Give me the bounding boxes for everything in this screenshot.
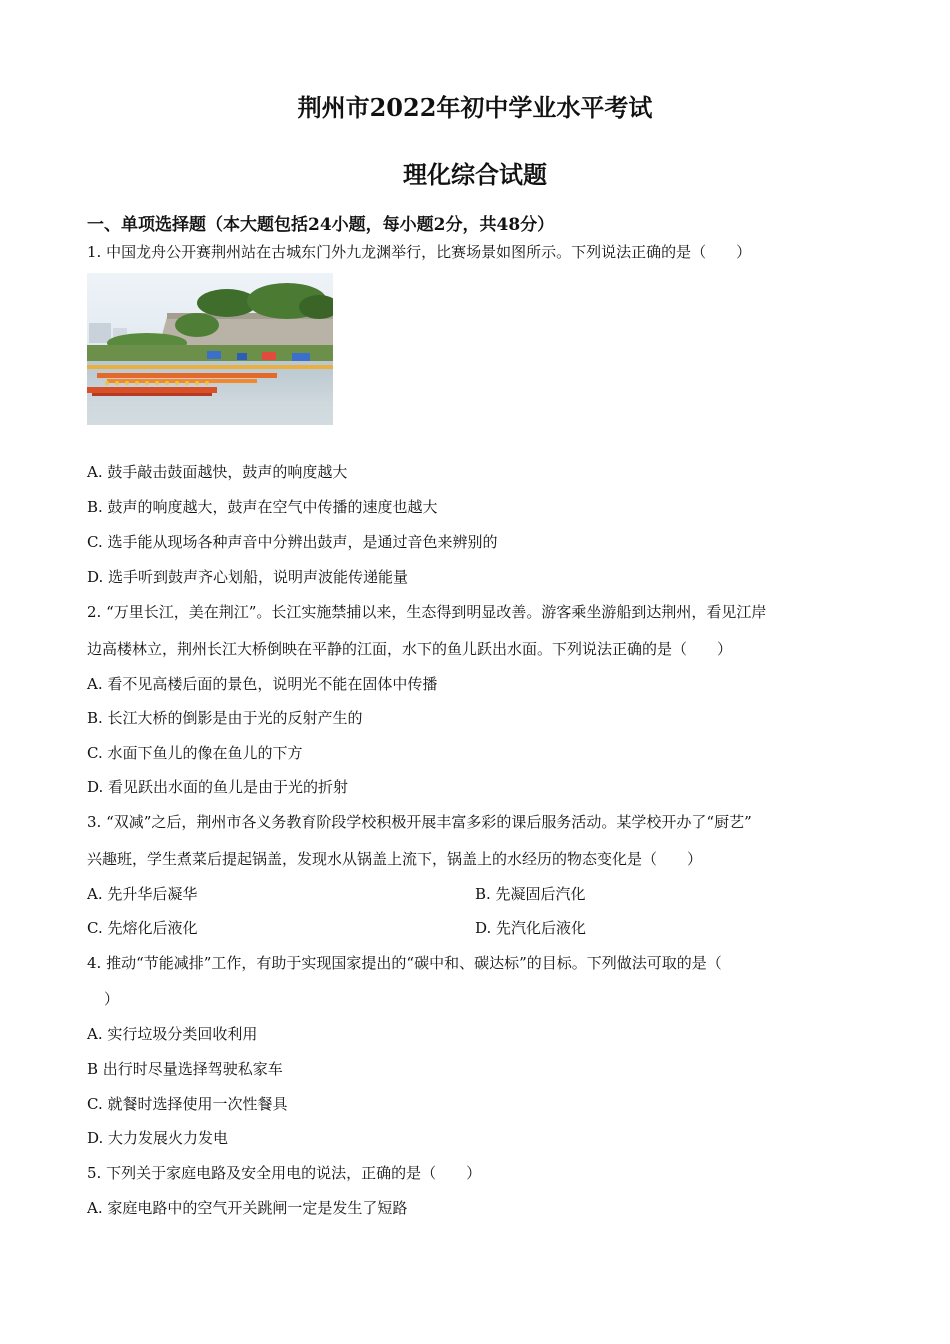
question-5-option-a: A. 家庭电路中的空气开关跳闸一定是发生了短路 <box>87 1199 408 1217</box>
question-3-stem-line-1: 3. “双减”之后，荆州市各义务教育阶段学校积极开展丰富多彩的课后服务活动。某学校开办了“厨艺” <box>87 813 752 831</box>
question-2-stem-line-1: 2. “万里长江，美在荆江”。长江实施禁捕以来，生态得到明显改善。游客乘坐游船到达荆州，看见江岸 <box>87 603 767 621</box>
question-3-stem-line-2: 兴趣班，学生煮菜后提起锅盖，发现水从锅盖上流下，锅盖上的水经历的物态变化是（ ） <box>87 850 703 868</box>
question-2-option-a: A. 看不见高楼后面的景色，说明光不能在固体中传播 <box>87 675 438 693</box>
question-1-option-b: B. 鼓声的响度越大，鼓声在空气中传播的速度也越大 <box>87 498 438 516</box>
question-1-option-c: C. 选手能从现场各种声音中分辨出鼓声，是通过音色来辨别的 <box>87 533 498 551</box>
question-4-option-a: A. 实行垃圾分类回收利用 <box>87 1025 258 1043</box>
dragon-boat-race-photo <box>87 273 333 425</box>
question-2-option-d: D. 看见跃出水面的鱼儿是由于光的折射 <box>87 778 349 796</box>
dragon-boat-race-image <box>87 273 333 425</box>
question-5-stem: 5. 下列关于家庭电路及安全用电的说法，正确的是（ ） <box>87 1164 482 1182</box>
question-4-option-d: D. 大力发展火力发电 <box>87 1129 229 1147</box>
question-1-option-a: A. 鼓手敲击鼓面越快，鼓声的响度越大 <box>87 463 348 481</box>
question-2-option-b: B. 长江大桥的倒影是由于光的反射产生的 <box>87 709 363 727</box>
exam-subtitle: 理化综合试题 <box>403 160 547 189</box>
question-3-option-b: B. 先凝固后汽化 <box>475 885 586 903</box>
question-4-option-b: B 出行时尽量选择驾驶私家车 <box>87 1060 283 1078</box>
question-4-stem-line-2: ） <box>104 990 120 1008</box>
exam-title: 荆州市2022年初中学业水平考试 <box>297 93 653 122</box>
question-4-option-c: C. 就餐时选择使用一次性餐具 <box>87 1095 288 1113</box>
question-1-option-d: D. 选手听到鼓声齐心划船，说明声波能传递能量 <box>87 568 409 586</box>
question-3-option-d: D. 先汽化后液化 <box>475 919 587 937</box>
question-3-option-a: A. 先升华后凝华 <box>87 885 198 903</box>
section-heading: 一、单项选择题（本大题包括24小题，每小题2分，共48分） <box>87 215 555 235</box>
question-3-option-c: C. 先熔化后液化 <box>87 919 198 937</box>
question-4-stem-line-1: 4. 推动“节能减排”工作，有助于实现国家提出的“碳中和、碳达标”的目标。下列做法可取的是（ <box>87 954 722 972</box>
question-2-stem-line-2: 边高楼林立，荆州长江大桥倒映在平静的江面，水下的鱼儿跃出水面。下列说法正确的是（ ） <box>87 640 733 658</box>
question-2-option-c: C. 水面下鱼儿的像在鱼儿的下方 <box>87 744 303 762</box>
question-1-stem: 1. 中国龙舟公开赛荆州站在古城东门外九龙渊举行，比赛场景如图所示。下列说法正确的是（ ） <box>87 243 752 261</box>
